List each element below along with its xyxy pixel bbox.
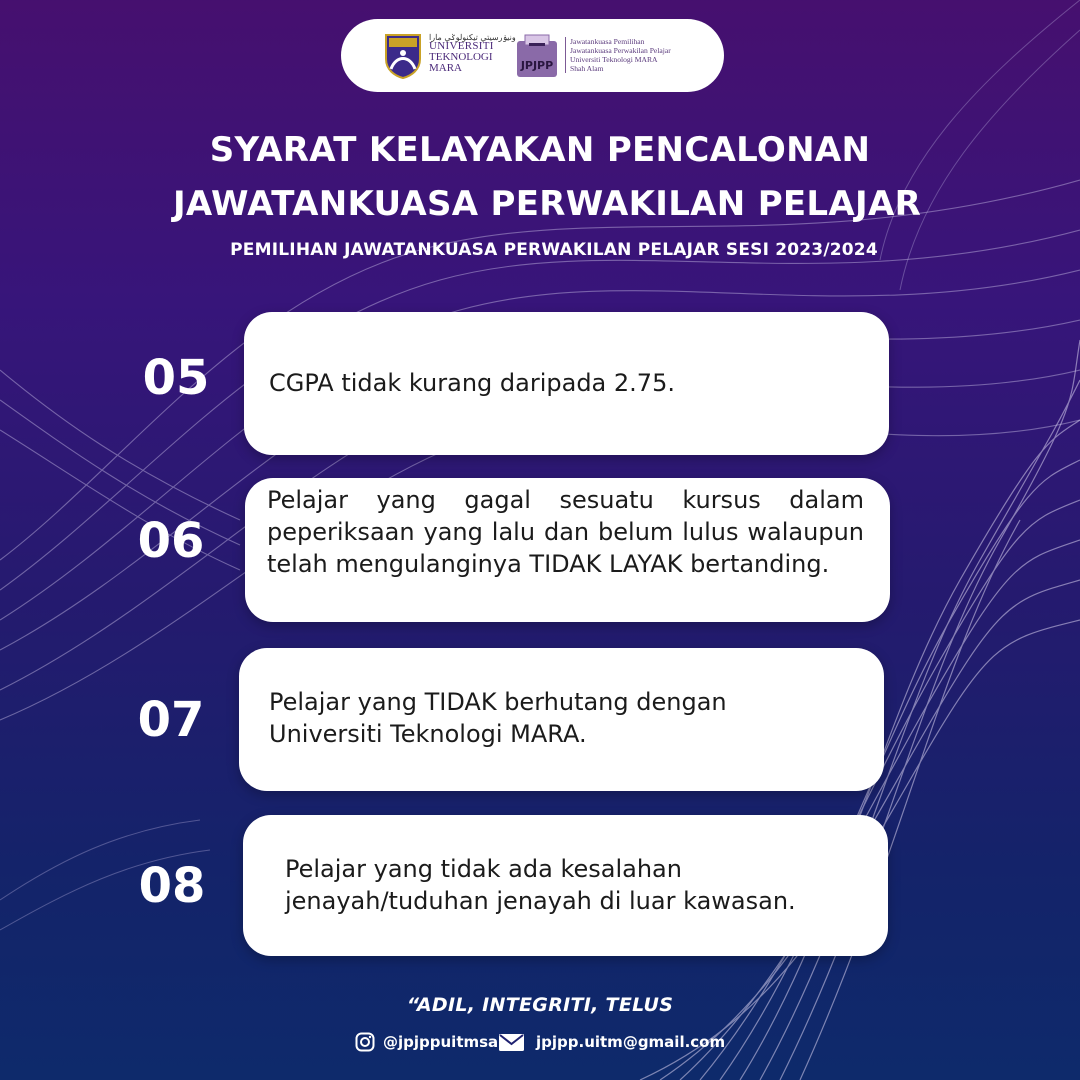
jpjpp-name: Jawatankuasa Pemilihan Jawatankuasa Perwakilan Pelajar Universiti Teknologi MARA Shah Alam [570,37,671,73]
requirement-card-05 [244,312,889,455]
email-address[interactable]: jpjpp.uitm@gmail.com [536,1033,726,1051]
requirement-text-05: CGPA tidak kurang daripada 2.75. [269,369,675,397]
page-title-line-1: SYARAT KELAYAKAN PENCALONAN [209,130,871,170]
item-number-05: 05 [142,350,210,406]
requirement-text-06: Pelajar yang gagal sesuatu kursus dalam peperiksaan yang lalu dan belum lulus walaupun telah mengulanginya TIDAK LAYAK bertanding. [267,486,864,578]
item-number-06: 06 [137,513,205,569]
requirement-card-06 [245,478,890,622]
logo-divider [565,37,566,73]
uitm-logo-icon [384,33,422,79]
uitm-arabic-name: ونيۏرسيتي تيكنولوݢي مارا [429,33,516,42]
logo-banner [341,19,724,92]
jpjpp-ballot-box-icon [513,31,561,81]
requirement-text-07: Pelajar yang TIDAK berhutang dengan Universiti Teknologi MARA. [269,688,727,748]
mail-icon[interactable] [498,1033,525,1052]
email-contact[interactable] [536,1031,726,1055]
instagram-icon[interactable] [355,1032,375,1052]
uitm-name: UNIVERSITI TEKNOLOGI MARA [429,40,494,74]
page-title-line-2: JAWATANKUASA PERWAKILAN PELAJAR [172,184,922,224]
requirement-card-08 [243,815,888,956]
requirement-card-07 [239,648,884,791]
page-subtitle: PEMILIHAN JAWATANKUASA PERWAKILAN PELAJAR SESI 2023/2024 [230,240,878,260]
instagram-handle[interactable]: @jpjppuitmsa [383,1033,499,1051]
jpjpp-abbreviation: JPJPP [520,59,554,72]
motto: “ADIL, INTEGRITI, TELUS [406,994,674,1016]
item-number-07: 07 [137,692,205,748]
instagram-contact[interactable] [383,1031,498,1055]
item-number-08: 08 [138,858,206,914]
requirement-text-08: Pelajar yang tidak ada kesalahan jenayah/tuduhan jenayah di luar kawasan. [285,855,796,915]
